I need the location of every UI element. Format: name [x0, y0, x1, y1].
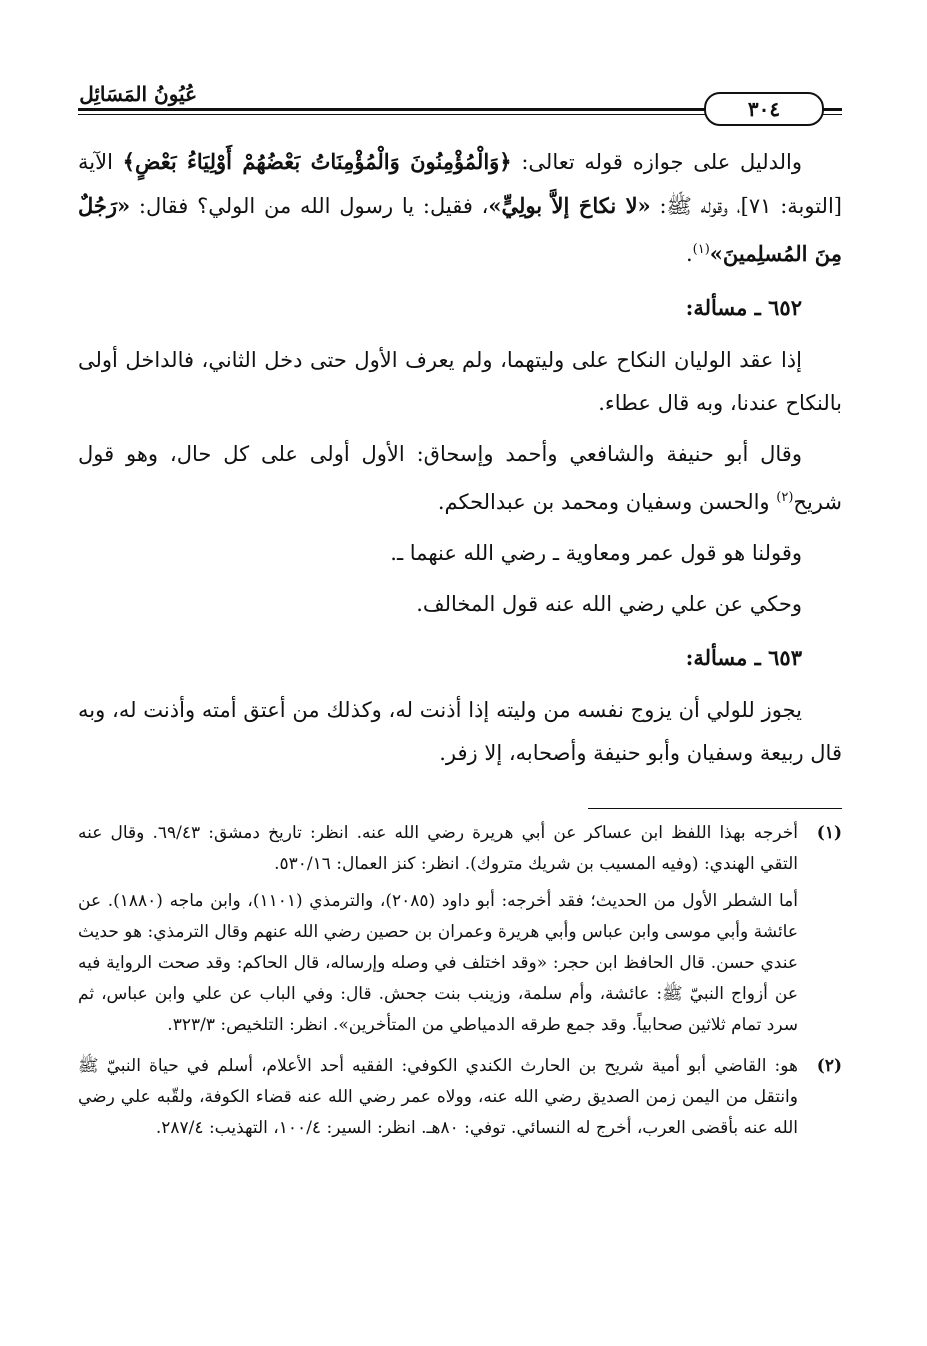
paragraph-ali-view: وحكي عن علي رضي الله عنه قول المخالف.	[416, 592, 802, 616]
footnote-number: (١)	[816, 823, 842, 843]
footnote-paragraph: هو: القاضي أبو أمية شريح بن الحارث الكندي الكوفي: الفقيه أحد الأعلام، أسلم في حياة النبيّ ﷺ وانتقل من اليمن زمن الصديق رضي الله عنه، وولاه عمر رضي الله عنه قضاء الكوفة، ولقّبه علي رضي الله عنه بأقضى العرب، أخرج له النسائي. توفي: ٨٠هـ. انظر: السير: ١٠٠/٤، التهذيب: ٢٨٧/٤.	[78, 1056, 798, 1138]
issue-heading-652: ٦٥٢ ـ مسألة:	[685, 295, 802, 320]
footnote-1	[78, 818, 842, 1047]
footnote-paragraph: أخرجه بهذا اللفظ ابن عساكر عن أبي هريرة رضي الله عنه. انظر: تاريخ دمشق: ٦٩/٤٣. وقال عنه التقي الهندي: (وفيه المسيب بن شريك متروك). انظر: كنز العمال: ٥٣٠/١٦.	[78, 823, 798, 874]
text-segment: والحسن وسفيان ومحمد بن عبدالحكم.	[437, 490, 777, 514]
paragraph-opinions	[78, 433, 842, 524]
hadith-quote: «لا نكاحَ إلاَّ بولِيٍّ»	[488, 193, 651, 218]
paragraph-issue-653: يجوز للولي أن يزوج نفسه من وليته إذا أذنت له، وكذلك من أعتق أمته وأذنت له، وبه قال ربيعة وسفيان وأبو حنيفة وأصحابه، إلا زفر.	[78, 698, 842, 765]
text-segment: ، فقيل: يا رسول الله من الولي؟ فقال:	[130, 194, 489, 218]
footnote-body	[78, 818, 798, 1047]
footnote-separator	[588, 808, 842, 809]
running-title: عُيُونُ المَسَائِل	[79, 82, 197, 106]
page-number: ٣٠٤	[704, 92, 824, 126]
footnote-2	[78, 1051, 842, 1150]
text-segment: .	[685, 242, 693, 266]
hadith-quote-2: «رَجُلٌ مِنَ المُسلِمينَ»	[78, 193, 842, 266]
paragraph-issue-652: إذا عقد الوليان النكاح على وليتهما، ولم يعرف الأول حتى دخل الثاني، فالداخل أولى بالنكاح عندنا، وبه قال عطاء.	[78, 348, 842, 415]
text-segment: والدليل على جوازه قوله تعالى:	[511, 150, 803, 174]
footnote-ref-1[interactable]: (١)	[692, 242, 710, 257]
footnote-number: (٢)	[816, 1056, 842, 1076]
issue-heading-653: ٦٥٣ ـ مسألة:	[685, 645, 802, 670]
text-segment: وقال أبو حنيفة والشافعي وأحمد وإسحاق: الأول أولى على كل حال، وهو قول شريح	[78, 442, 842, 514]
footnote-ref-2[interactable]: (٢)	[776, 490, 794, 505]
main-text	[78, 140, 842, 783]
quran-verse: ﴿وَالْمُؤْمِنُونَ وَالْمُؤْمِنَاتُ بَعْضُهُمْ أَوْلِيَاءُ بَعْضٍ﴾	[122, 149, 512, 174]
paragraph-our-view: وقولنا هو قول عمر ومعاوية ـ رضي الله عنهما ـ.	[390, 541, 802, 565]
footnotes	[78, 818, 842, 1154]
footnote-paragraph: أما الشطر الأول من الحديث؛ فقد أخرجه: أبو داود (٢٠٨٥)، والترمذي (١١٠١)، وابن ماجه (١٨٨٠). عن عائشة وأبي موسى وابن عباس وأبي هريرة وعمران بن حصين رضي الله عنهم وقال الترمذي: هو حديث عندي حسن. قال الحافظ ابن حجر: «وقد اختلف في وصله وإرساله، قال الحاكم: وقد صحت الرواية فيه عن أزواج النبيّ ﷺ: عائشة، وأم سلمة، وزينب بنت جحش. قال: وفي الباب عن علي وابن عباس، ثم سرد تمام ثلاثين صحابياً. وقد جمع طرقه الدمياطي من المتأخرين». انظر: التلخيص: ٣٢٣/٣.	[78, 891, 798, 1035]
paragraph-evidence	[78, 140, 842, 276]
text-segment: الآية [التوبة: ٧١]، وقوله ﷺ:	[78, 150, 842, 218]
footnote-body	[78, 1051, 798, 1150]
